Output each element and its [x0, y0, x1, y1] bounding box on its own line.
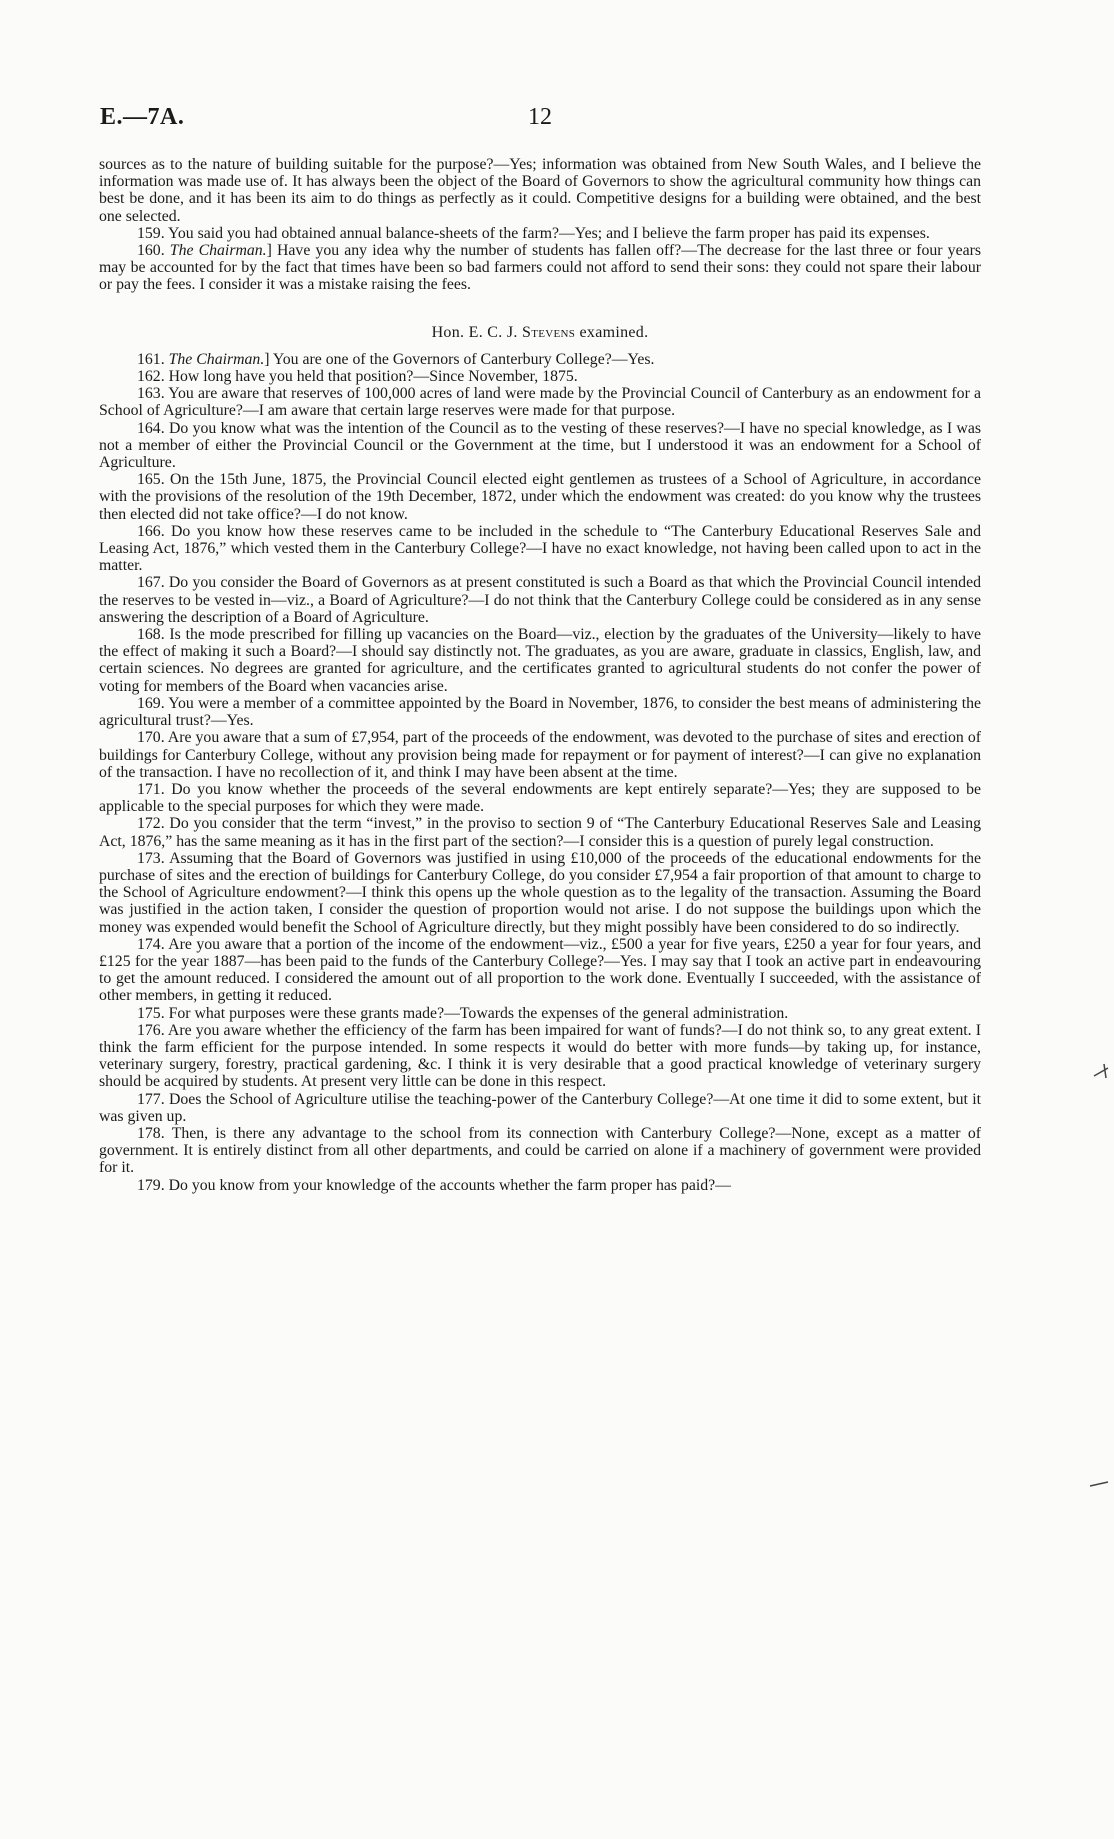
question-169: 169. You were a member of a committee appointed by the Board in November, 1876, to consider the best means of administering the agricultural trust?—Yes.	[99, 694, 981, 730]
question-163: 163. You are aware that reserves of 100,000 acres of land were made by the Provincial Council of Canterbury as an endowment for a School of Agriculture?—I am aware that certain large reserves were made for that purpose.	[99, 385, 981, 420]
question-161	[99, 351, 981, 368]
examination-heading: Hon. E. C. J. Stevens examined.	[431, 323, 649, 341]
witness-name: Stevens	[522, 323, 576, 341]
question-159: 159. You said you had obtained annual balance-sheets of the farm?—Yes; and I believe the farm proper has paid its expenses.	[137, 224, 930, 242]
margin-dash	[1088, 1478, 1110, 1490]
page-number: 12	[528, 104, 552, 130]
question-171: 171. Do you know whether the proceeds of the several endowments are kept entirely separate?—Yes; they are supposed to be applicable to the special purposes for which they were made.	[99, 780, 981, 816]
question-179: 179. Do you know from your knowledge of the accounts whether the farm proper has paid?—	[137, 1176, 731, 1194]
document-reference: E.—7A.	[100, 104, 185, 130]
question-166: 166. Do you know how these reserves came to be included in the schedule to “The Canterbury Educational Reserves Sale and Leasing Act, 1876,” which vested them in the Canterbury College?—I have no exact knowledge, not having been called upon to act in the matter.	[99, 522, 981, 575]
question-173: 173. Assuming that the Board of Governors was justified in using £10,000 of the proceeds of the educational endowments for the purchase of sites and the erection of buildings for Canterbury College, do you consider £7,954 a fair proportion of that amount to charge to the School of Agriculture endowment?—I think this opens up the whole question as to the legality of the transaction. Assuming the Board was justified in the action taken, I consider the question of proportion would not arise. I do not suppose the buildings upon which the money was expended would benefit the School of Agriculture directly, but they might possibly have been considered to do so indirectly.	[99, 849, 981, 936]
question-number: 160.	[137, 242, 165, 260]
speaker: The Chairman.	[169, 242, 267, 260]
speaker: The Chairman.	[168, 350, 265, 368]
document-body	[99, 156, 981, 1194]
question-162: 162. How long have you held that position?—Since November, 1875.	[137, 368, 578, 386]
continuation-paragraph: sources as to the nature of building suitable for the purpose?—Yes; information was obtained from New South Wales, and I believe the information was made use of. It has always been the object of the Board of Governors to show the agricultural community how things can best be done, and it has been its aim to do things as perfectly as it could. Competitive designs for a building were obtained, and the best one selected.	[99, 156, 981, 225]
question-178: 178. Then, is there any advantage to the school from its connection with Canterbury College?—None, except as a matter of government. It is entirely distinct from all other departments, and could be carried on alone if a machinery of government were provided for it.	[99, 1124, 981, 1177]
margin-mark	[1092, 1062, 1110, 1080]
question-174: 174. Are you aware that a portion of the income of the endowment—viz., £500 a year for five years, £250 a year for four years, and £125 for the year 1887—has been paid to the funds of the Canterbury College?—Yes. I may say that I took an active part in endeavouring to get the amount reduced. I considered the amount out of all proportion to the work done. Eventually I succeeded, with the assistance of other members, in getting it reduced.	[99, 935, 981, 1005]
question-168: 168. Is the mode prescribed for filling up vacancies on the Board—viz., election by the graduates of the University—likely to have the effect of making it such a Board?—I should say distinctly not. The graduates, as you are aware, graduate in classics, English, law, and certain sciences. No degrees are granted for agriculture, and the certificates granted to agricultural students do not confer the power of voting for members of the Board when vacancies arise.	[99, 626, 981, 695]
question-170: 170. Are you aware that a sum of £7,954, part of the proceeds of the endowment, was devoted to the purchase of sites and erection of buildings for Canterbury College, without any provision being made for repayment or for payment of interest?—I can give no explanation of the transaction. I have no recollection of it, and think I may have been absent at the time.	[99, 729, 981, 781]
question-text: ] Have you any idea why the number of students has fallen off?—The decrease for the last three or four years may be accounted for by the fact that times have been so bad farmers could not afford to send their sons: they could not spare their labour or pay the fees. I consider it was a mistake raising the fees.	[99, 242, 982, 294]
question-176: 176. Are you aware whether the efficiency of the farm has been impaired for want of funds?—I do not think so, to any great extent. I think the farm efficient for the purpose intended. In some respects it would do better with more funds—by taking up, for instance, veterinary surgery, forestry, practical gardening, &c. I think it is very desirable that a good practical knowledge of veterinary surgery should be acquired by students. At present very little can be done in this respect.	[99, 1021, 981, 1091]
question-165: 165. On the 15th June, 1875, the Provincial Council elected eight gentlemen as trustees of a School of Agriculture, in accordance with the provisions of the resolution of the 19th December, 1872, under which the endowment was created: do you know why the trustees then elected did not take office?—I do not know.	[99, 471, 981, 523]
question-172: 172. Do you consider that the term “invest,” in the proviso to section 9 of “The Canterbury Educational Reserves Sale and Leasing Act, 1876,” has the same meaning as it has in the first part of the section?—I consider this is a question of purely legal construction.	[99, 815, 981, 850]
question-160	[99, 242, 981, 294]
question-167: 167. Do you consider the Board of Governors as at present constituted is such a Board as that which the Provincial Council intended the reserves to be vested in—viz., a Board of Agriculture?—I do not think that the Canterbury College could be considered as in any sense answering the description of a Board of Agriculture.	[99, 574, 981, 626]
page-header	[100, 104, 980, 134]
question-164: 164. Do you know what was the intention of the Council as to the vesting of these reserves?—I have no special knowledge, as I was not a member of either the Provincial Council or the Government at the time, but I understood it was an endowment for a School of Agriculture.	[99, 419, 981, 472]
question-175: 175. For what purposes were these grants made?—Towards the expenses of the general administration.	[137, 1004, 789, 1022]
question-177: 177. Does the School of Agriculture utilise the teaching-power of the Canterbury College?—At one time it did to some extent, but it was given up.	[99, 1090, 981, 1125]
question-number: 161.	[137, 350, 165, 368]
question-text: ] You are one of the Governors of Canterbury College?—Yes.	[264, 350, 655, 368]
